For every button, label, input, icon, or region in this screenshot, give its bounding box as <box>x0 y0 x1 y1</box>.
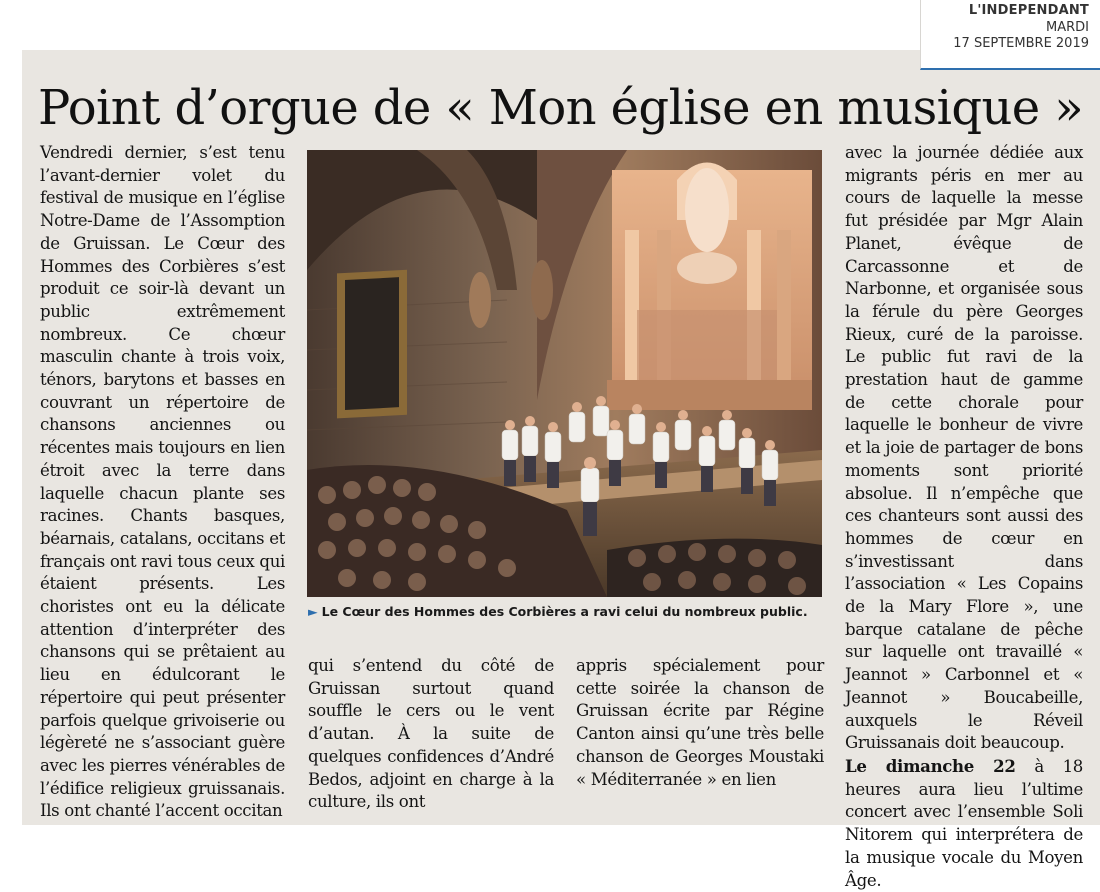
article-column-4 <box>845 142 1083 892</box>
article-column-1 <box>40 142 285 823</box>
article-column-3 <box>576 655 824 791</box>
column-4-final-paragraph <box>845 755 1083 892</box>
article-column-2 <box>308 655 554 814</box>
masthead <box>920 0 1100 70</box>
publication-date: 17 SEPTEMBRE 2019 <box>953 36 1089 51</box>
column-2-text: qui s’entend du côté de Gruissan surtout quand souffle le cers ou le vent d’autan. À la suite de quelques confidences d’André Bedos, adjoint en charge à la culture, ils ont <box>308 656 554 812</box>
publication-day: MARDI <box>1046 20 1089 35</box>
photo-caption <box>308 603 820 620</box>
choir-in-church-illustration <box>307 150 822 597</box>
column-3-text: appris spécialement pour cette soirée la chanson de Gruissan écrite par Régine Canton ainsi qu’une très belle chanson de Georges Moustaki « Méditerranée » en lien <box>576 656 824 789</box>
photo-caption-text: Le Cœur des Hommes des Corbières a ravi celui du nombreux public. <box>321 604 808 619</box>
column-4-text: avec la journée dédiée aux migrants péris en mer au cours de laquelle la messe fut présidée par Mgr Alain Planet, évêque de Carcassonne et de Narbonne, et organisée sous la férule du père Georges Rieux, curé de la paroisse. Le public fut ravi de la prestation haut de gamme de cette chorale pour laquelle le bonheur de vivre et la joie de partager de bons moments sont priorité absolue. Il n’empêche que ces chanteurs sont aussi des hommes de cœur en s’investissant dans l’association « Les Copains de la Mary Flore », une barque catalane de pêche sur laquelle ont travaillé « Jeannot » Carbonnel et « Jeannot » Boucabeille, auxquels le Réveil Gruissanais doit beaucoup. <box>845 143 1083 753</box>
event-date-lead: Le dimanche 22 <box>845 755 1016 776</box>
column-1-text: Vendredi dernier, s’est tenu l’avant-dernier volet du festival de musique en l’église Notre-Dame de l’Assomption de Gruissan. Le Cœur des Hommes des Corbières s’est produit ce soir-là devant un public extrêmement nombreux. Ce chœur masculin chante à trois voix, ténors, barytons et basses en couvrant un répertoire de chansons anciennes ou récentes mais toujours en lien étroit avec la terre dans laquelle chacun plante ses racines. Chants basques, béarnais, catalans, occitans et français ont ravi tous ceux qui étaient présents. Les choristes ont eu la délicate attention d’interpréter des chansons qui se prêtaient au lieu en édulcorant le répertoire qui peut présenter parfois quelque grivoiserie ou légèreté ne s’associant guère avec les pierres vénérables de l’édifice religieux gruissanais. Ils ont chanté l’accent occitan <box>40 143 285 821</box>
event-details: à 18 heures aura lieu l’ultime concert avec l’ensemble Soli Nitorem qui interprétera de la musique vocale du Moyen Âge. <box>845 756 1084 890</box>
article-photo <box>307 150 822 597</box>
publication-name: L'INDEPENDANT <box>968 3 1089 18</box>
article-headline: Point d’orgue de « Mon église en musique » <box>38 80 1084 136</box>
triangle-bullet-icon: ► <box>308 604 318 619</box>
